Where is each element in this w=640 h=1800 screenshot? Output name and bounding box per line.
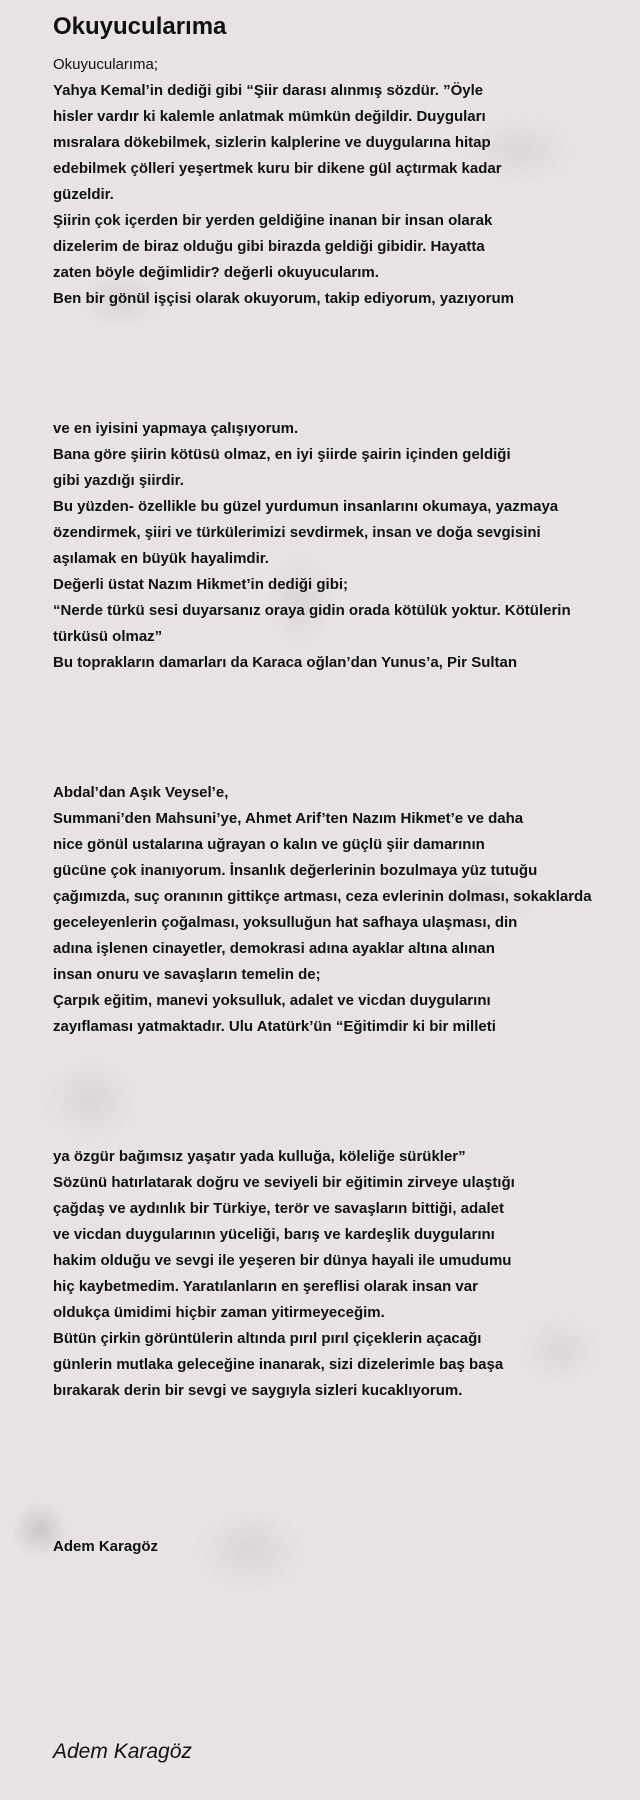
poem-line: “Nerde türkü sesi duyarsanız oraya gidin orada kötülük yoktur. Kötülerin [53,602,571,619]
poem-line: güzeldir. [53,186,114,203]
poem-line: Bana göre şiirin kötüsü olmaz, en iyi şiirde şairin içinden geldiği [53,446,511,463]
poem-line: mısralara dökebilmek, sizlerin kalplerine ve duygularına hitap [53,134,491,151]
poem-line: oldukça ümidimi hiçbir zaman yitirmeyeceğim. [53,1304,385,1321]
poem-line: Şiirin çok içerden bir yerden geldiğine inanan bir insan olarak [53,212,493,229]
poem-line: hakim olduğu ve sevgi ile yeşeren bir dünya hayali ile umudumu [53,1252,512,1269]
poem-blank-line [53,1040,633,1066]
poem-line: gibi yazdığı şiirdir. [53,472,184,489]
poem-line: ve en iyisini yapmaya çalışıyorum. [53,420,299,437]
poem-line: Yahya Kemal’in dediği gibi “Şiir darası alınmış sözdür. ”Öyle [53,82,484,99]
poem-blank-line [53,390,633,416]
poem-blank-line [53,1430,633,1456]
poem-blank-line [53,702,633,728]
poem-blank-line [53,728,633,754]
poem-line: gücüne çok inanıyorum. İnsanlık değerlerinin bozulmaya yüz tutuğu [53,862,538,879]
poem-line: Summani’den Mahsuni’ye, Ahmet Arif’ten Nazım Hikmet’e ve daha [53,810,524,827]
poem-body [53,52,633,1560]
poem-blank-line [53,364,633,390]
poem-line: Bu toprakların damarları da Karaca oğlan’dan Yunus’a, Pir Sultan [53,654,518,671]
poem-line: edebilmek çölleri yeşertmek kuru bir dikene gül açtırmak kadar [53,160,502,177]
poem-blank-line [53,1482,633,1508]
poem-blank-line [53,312,633,338]
poem-blank-line [53,338,633,364]
poem-line: çağdaş ve aydınlık bir Türkiye, terör ve savaşların bittiği, adalet [53,1200,505,1217]
poem-line: çağımızda, suç oranının gittikçe artması, ceza evlerinin dolması, sokaklarda [53,888,592,905]
poem-line: Sözünü hatırlatarak doğru ve seviyeli bir eğitimin zirveye ulaştığı [53,1174,515,1191]
poem-line: hisler vardır ki kalemle anlatmak mümkün değildir. Duyguları [53,108,486,125]
poem-blank-line [53,1118,633,1144]
poem-line: Değerli üstat Nazım Hikmet’in dediği gibi; [53,576,349,593]
poem-line: adına işlenen cinayetler, demokrasi adına ayaklar altına alınan [53,940,495,957]
poem-line: Adem Karagöz [53,1538,159,1555]
poem-line: hiç kaybetmedim. Yaratılanların en şereflisi olarak insan var [53,1278,478,1295]
poem-blank-line [53,1066,633,1092]
poem-blank-line [53,1508,633,1534]
poem-line: ve vicdan duygularının yüceliği, barış ve kardeşlik duygularını [53,1226,495,1243]
poem-line: Abdal’dan Aşık Veysel’e, [53,784,229,801]
poem-line: Çarpık eğitim, manevi yoksulluk, adalet ve vicdan duygularını [53,992,491,1009]
poem-blank-line [53,754,633,780]
poem-line: nice gönül ustalarına uğrayan o kalın ve güçlü şiir damarının [53,836,485,853]
poem-line: Bu yüzden- özellikle bu güzel yurdumun insanlarını okumaya, yazmaya [53,498,559,515]
poem-line: insan onuru ve savaşların temelin de; [53,966,321,983]
poem-line: aşılamak en büyük hayalimdir. [53,550,269,567]
poem-line: Okuyucularıma; [53,56,159,73]
poem-line: Ben bir gönül işçisi olarak okuyorum, takip ediyorum, yazıyorum [53,290,514,307]
poem-line: Bütün çirkin görüntülerin altında pırıl pırıl çiçeklerin açacağı [53,1330,482,1347]
poem-title: Okuyucularıma [53,13,227,40]
poem-blank-line [53,1092,633,1118]
poem-line: zaten böyle değimlidir? değerli okuyucularım. [53,264,379,281]
poem-line: ya özgür bağımsız yaşatır yada kulluğa, köleliğe sürükler” [53,1148,466,1165]
poem-line: günlerin mutlaka geleceğine inanarak, sizi dizelerimle baş başa [53,1356,504,1373]
poem-line: geceleyenlerin çoğalması, yoksulluğun hat safhaya ulaşması, din [53,914,518,931]
poem-line: zayıflaması yatmaktadır. Ulu Atatürk’ün “Eğitimdir ki bir milleti [53,1018,496,1035]
author-signature: Adem Karagöz [53,1740,192,1763]
poem-blank-line [53,676,633,702]
poem-line: özendirmek, şiiri ve türkülerimizi sevdirmek, insan ve doğa sevgisini [53,524,541,541]
poem-line: bırakarak derin bir sevgi ve saygıyla sizleri kucaklıyorum. [53,1382,463,1399]
poem-blank-line [53,1404,633,1430]
poem-blank-line [53,1456,633,1482]
poem-page [53,10,633,1560]
poem-line: türküsü olmaz” [53,628,163,645]
poem-line: dizelerim de biraz olduğu gibi birazda geldiği gibidir. Hayatta [53,238,485,255]
